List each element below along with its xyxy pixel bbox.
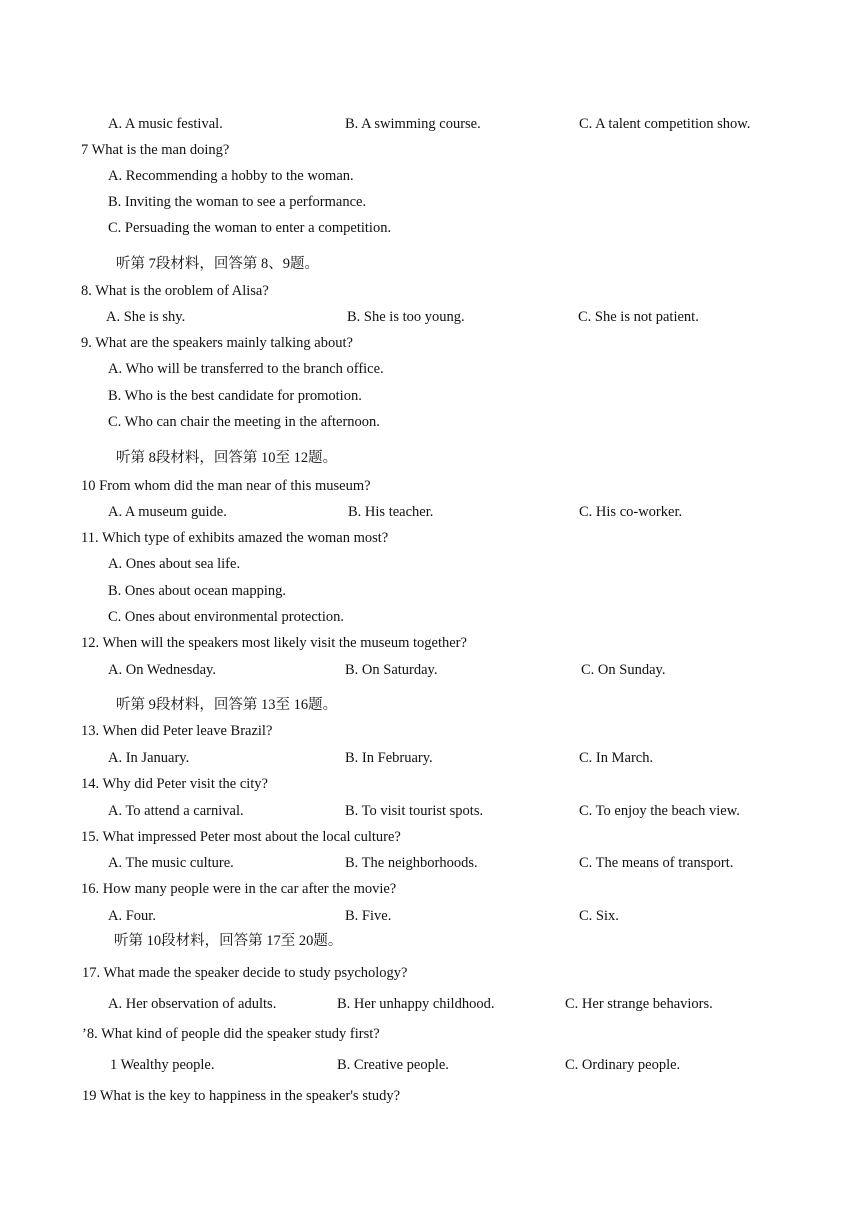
q12-option-a: A. On Wednesday.	[108, 662, 216, 678]
q12-option-b: B. On Saturday.	[345, 662, 438, 678]
q17-option-b: B. Her unhappy childhood.	[337, 996, 495, 1012]
q10-option-b: B. His teacher.	[348, 504, 434, 520]
q18-option-a: 1 Wealthy people.	[110, 1057, 215, 1073]
q9-option-b: B. Who is the best candidate for promotion.	[108, 388, 362, 404]
q8-option-a: A. She is shy.	[106, 309, 186, 325]
question-15: 15. What impressed Peter most about the local culture?	[81, 829, 401, 845]
q7-option-c: C. Persuading the woman to enter a competition.	[108, 220, 392, 236]
q9-option-a: A. Who will be transferred to the branch office.	[108, 361, 384, 377]
q15-option-b: B. The neighborhoods.	[345, 855, 478, 871]
q15-option-c: C. The means of transport.	[579, 855, 734, 871]
question-9: 9. What are the speakers mainly talking about?	[81, 335, 353, 351]
q13-option-a: A. In January.	[108, 750, 190, 766]
q13-option-b: B. In February.	[345, 750, 433, 766]
section-10-heading: 听第 10段材料，回答第 17至 20题。	[114, 933, 343, 949]
q16-option-a: A. Four.	[108, 908, 156, 924]
section-8-heading: 听第 8段材料，回答第 10至 12题。	[116, 450, 338, 466]
question-8: 8. What is the oroblem of Alisa?	[81, 283, 269, 299]
question-14: 14. Why did Peter visit the city?	[81, 776, 268, 792]
q6-option-a: A. A music festival.	[108, 116, 223, 132]
q14-option-c: C. To enjoy the beach view.	[579, 803, 740, 819]
q11-option-a: A. Ones about sea life.	[108, 556, 241, 572]
q11-option-b: B. Ones about ocean mapping.	[108, 583, 286, 599]
section-7-heading: 听第 7段材料，回答第 8、9题。	[116, 256, 319, 272]
question-16: 16. How many people were in the car after the movie?	[81, 881, 397, 897]
question-17: 17. What made the speaker decide to study psychology?	[82, 965, 408, 981]
q15-option-a: A. The music culture.	[108, 855, 234, 871]
q17-option-a: A. Her observation of adults.	[108, 996, 277, 1012]
question-11: 11. Which type of exhibits amazed the woman most?	[81, 530, 389, 546]
q13-option-c: C. In March.	[579, 750, 654, 766]
q16-option-c: C. Six.	[579, 908, 619, 924]
q14-option-b: B. To visit tourist spots.	[345, 803, 484, 819]
q6-option-b: B. A swimming course.	[345, 116, 481, 132]
question-18: ’8. What kind of people did the speaker study first?	[82, 1026, 380, 1042]
q8-option-c: C. She is not patient.	[578, 309, 699, 325]
q7-option-a: A. Recommending a hobby to the woman.	[108, 168, 354, 184]
q10-option-a: A. A museum guide.	[108, 504, 227, 520]
section-9-heading: 听第 9段材料，回答第 13至 16题。	[116, 697, 338, 713]
q10-option-c: C. His co-worker.	[579, 504, 683, 520]
question-12: 12. When will the speakers most likely visit the museum together?	[81, 635, 467, 651]
q16-option-b: B. Five.	[345, 908, 392, 924]
q17-option-c: C. Her strange behaviors.	[565, 996, 713, 1012]
question-10: 10 From whom did the man near of this museum?	[81, 478, 371, 494]
q14-option-a: A. To attend a carnival.	[108, 803, 244, 819]
q18-option-b: B. Creative people.	[337, 1057, 449, 1073]
question-13: 13. When did Peter leave Brazil?	[81, 723, 273, 739]
q18-option-c: C. Ordinary people.	[565, 1057, 681, 1073]
q9-option-c: C. Who can chair the meeting in the afternoon.	[108, 414, 380, 430]
q12-option-c: C. On Sunday.	[581, 662, 666, 678]
q6-option-c: C. A talent competition show.	[579, 116, 751, 132]
q8-option-b: B. She is too young.	[347, 309, 465, 325]
question-7: 7 What is the man doing?	[81, 142, 230, 158]
q7-option-b: B. Inviting the woman to see a performance.	[108, 194, 367, 210]
q11-option-c: C. Ones about environmental protection.	[108, 609, 344, 625]
question-19: 19 What is the key to happiness in the speaker's study?	[82, 1088, 401, 1104]
